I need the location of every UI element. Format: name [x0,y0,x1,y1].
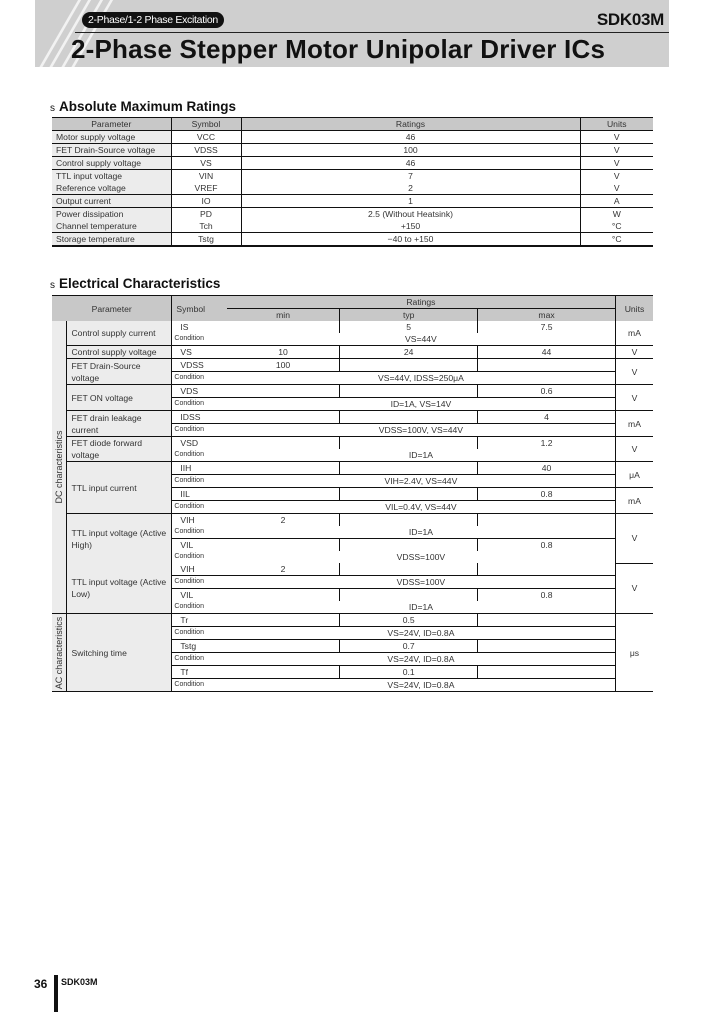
symbol: VDS [172,385,227,398]
footer-bar [54,975,58,1012]
condition-label: Condition [172,475,227,488]
col-units: Units [580,118,653,131]
condition-label: Condition [172,627,227,640]
unit: V [615,346,653,359]
unit: V [580,157,653,170]
parameter: FET diode forward voltage [67,437,172,462]
typ [340,411,478,424]
rating: 46 [241,157,580,170]
max: 4 [478,411,616,424]
condition: VS=24V, ID=0.8A [227,627,616,640]
parameter: FET Drain-Source voltage [52,144,171,157]
parameter: Motor supply voltage [52,131,171,144]
min [227,321,340,333]
unit: μs [615,614,653,692]
rating: −40 to +150 [241,233,580,247]
typ [340,514,478,527]
min [227,666,340,679]
parameter: Control supply voltage [67,346,172,359]
col-parameter: Parameter [52,118,171,131]
col-symbol: Symbol [172,296,227,322]
min [227,488,340,501]
typ [340,589,478,602]
parameter: TTL input current [67,462,172,514]
table-row [52,563,653,576]
condition: VDSS=100V [227,576,616,589]
symbol: Tf [172,666,227,679]
symbol: VDSS [172,359,227,372]
condition-label: Condition [172,424,227,437]
typ: 5 [340,321,478,333]
symbol: VIL [172,539,227,552]
condition-label: Condition [172,501,227,514]
symbol: Tch [171,220,241,233]
symbol: IO [171,195,241,208]
table-row [52,346,653,359]
symbol: VS [171,157,241,170]
rating: 100 [241,144,580,157]
table-row [52,195,653,208]
max [478,359,616,372]
abs-max-table [52,117,653,247]
rating: 2.5 (Without Heatsink) [241,208,580,221]
col-units: Units [615,296,653,322]
col-ratings: Ratings [227,296,616,309]
typ [340,539,478,552]
unit: mA [615,321,653,346]
symbol: Tstg [171,233,241,247]
condition-label: Condition [174,451,204,458]
condition-label: Condition [172,398,227,411]
max [478,514,616,527]
max: 0.8 [478,488,616,501]
parameter: Channel temperature [52,220,171,233]
min: 100 [227,359,340,372]
condition-label: Condition [172,576,227,589]
min [227,589,340,602]
section-title: Absolute Maximum Ratings [59,99,237,114]
symbol: IDSS [172,411,227,424]
col-max: max [478,309,616,322]
group-label-text: AC characteristics [54,616,65,689]
symbol: VREF [171,182,241,195]
min [227,614,340,627]
table-row [52,131,653,144]
unit: V [580,131,653,144]
max [478,640,616,653]
section-title: Electrical Characteristics [59,276,221,291]
max: 44 [478,346,616,359]
col-symbol: Symbol [171,118,241,131]
min [227,539,340,552]
condition: VDSS=100V, VS=44V [227,424,616,437]
condition-label: Condition [172,372,227,385]
header-rule [75,32,669,33]
max: 0.8 [478,589,616,602]
typ [340,462,478,475]
symbol: VSD [172,437,227,450]
condition: VDSS=100V [396,552,446,562]
max: 0.8 [478,539,616,552]
symbol: VDSS [171,144,241,157]
condition: VS=24V, ID=0.8A [227,679,616,692]
group-label-text: DC characteristics [54,430,65,504]
symbol: IS [180,322,189,332]
condition: VIL=0.4V, VS=44V [227,501,616,514]
condition: VS=44V, IDSS=250μA [227,372,616,385]
table-row [52,182,653,195]
condition: ID=1A [408,602,433,612]
condition-label: Condition [172,679,227,692]
page-number: 36 [34,977,48,991]
unit: V [615,437,653,462]
condition-label: Condition [174,528,204,535]
parameter: Control supply voltage [52,157,171,170]
condition-label: Condition [174,553,204,560]
typ: 0.7 [340,640,478,653]
unit: W [580,208,653,221]
table-row [52,220,653,233]
parameter: Reference voltage [52,182,171,195]
col-typ: typ [340,309,478,322]
table-row [52,208,653,221]
parameter: Switching time [67,614,172,692]
condition: VS=44V [405,334,437,344]
symbol: Tr [172,614,227,627]
table-header-row [52,118,653,131]
min: 10 [227,346,340,359]
rating: 1 [241,195,580,208]
typ [340,488,478,501]
symbol: VS [172,346,227,359]
unit: °C [580,220,653,233]
condition: ID=1A [408,527,433,537]
min [227,437,340,450]
min [227,411,340,424]
condition-label: Condition [174,603,204,610]
max: 40 [478,462,616,475]
condition: ID=1A [408,450,433,460]
table-header-row [52,296,653,309]
symbol: IIH [172,462,227,475]
condition-label: Condition [172,653,227,666]
parameter: TTL input voltage [52,170,171,183]
symbol: PD [171,208,241,221]
table-row [52,233,653,247]
min: 2 [227,514,340,527]
max: 0.6 [478,385,616,398]
min [227,640,340,653]
max: 1.2 [478,437,616,450]
page-title: 2-Phase Stepper Motor Unipolar Driver ICs [71,34,606,64]
parameter: FET ON voltage [67,385,172,411]
condition: VS=24V, ID=0.8A [227,653,616,666]
typ [340,437,478,450]
parameter: Power dissipation [52,208,171,221]
table-row [52,514,653,527]
table-row [52,321,653,333]
min [227,462,340,475]
section-heading-electrical [50,276,220,291]
symbol: VIN [171,170,241,183]
unit: V [615,514,653,564]
part-number: SDK03M [596,10,664,29]
symbol: VIH [180,564,195,574]
max [478,614,616,627]
category-badge: 2-Phase/1-2 Phase Excitation [82,12,224,28]
symbol: IIL [172,488,227,501]
table-row [52,437,653,450]
unit: V [615,385,653,411]
unit: V [580,182,653,195]
condition: ID=1A, VS=14V [227,398,616,411]
min: 2 [280,564,286,574]
unit: °C [580,233,653,247]
max [478,563,616,576]
unit: V [615,563,653,614]
unit: μA [615,462,653,488]
symbol: VCC [171,131,241,144]
symbol: Tstg [172,640,227,653]
parameter: FET drain leakage current [67,411,172,437]
condition-label: Condition [174,335,204,342]
electrical-characteristics-table [52,295,653,692]
rating: 2 [241,182,580,195]
parameter: TTL input voltage (Active High) [67,514,172,564]
table-row [52,157,653,170]
table-row [52,462,653,475]
condition: VIH=2.4V, VS=44V [227,475,616,488]
table-row [52,614,653,627]
parameter: FET Drain-Source voltage [67,359,172,385]
table-row [52,359,653,372]
parameter: TTL input voltage (Active Low) [67,563,172,614]
unit: A [580,195,653,208]
bullet-icon: s [50,103,55,114]
table-row [52,170,653,183]
table-row [52,411,653,424]
rating: +150 [241,220,580,233]
typ [340,359,478,372]
unit: mA [615,411,653,437]
typ: 24 [340,346,478,359]
bullet-icon: s [50,280,55,291]
header-band [35,0,669,67]
typ: 0.1 [340,666,478,679]
unit: mA [615,488,653,514]
typ [340,563,478,576]
group-label-dc [52,321,67,614]
typ: 0.5 [340,614,478,627]
max: 7.5 [478,321,616,333]
col-ratings: Ratings [241,118,580,131]
table-row [52,144,653,157]
section-heading-abs-max [50,99,236,114]
symbol: VIH [172,514,227,527]
col-parameter: Parameter [52,296,172,322]
parameter: Storage temperature [52,233,171,247]
rating: 46 [241,131,580,144]
unit: V [580,144,653,157]
col-min: min [227,309,340,322]
max [478,666,616,679]
table-row [52,385,653,398]
unit: V [580,170,653,183]
parameter: Control supply current [67,321,172,346]
unit: V [615,359,653,385]
rating: 7 [241,170,580,183]
footer-part-number: SDK03M [61,977,98,987]
group-label-ac [52,614,67,692]
parameter: Output current [52,195,171,208]
symbol: VIL [172,589,227,602]
min [227,385,340,398]
typ [340,385,478,398]
